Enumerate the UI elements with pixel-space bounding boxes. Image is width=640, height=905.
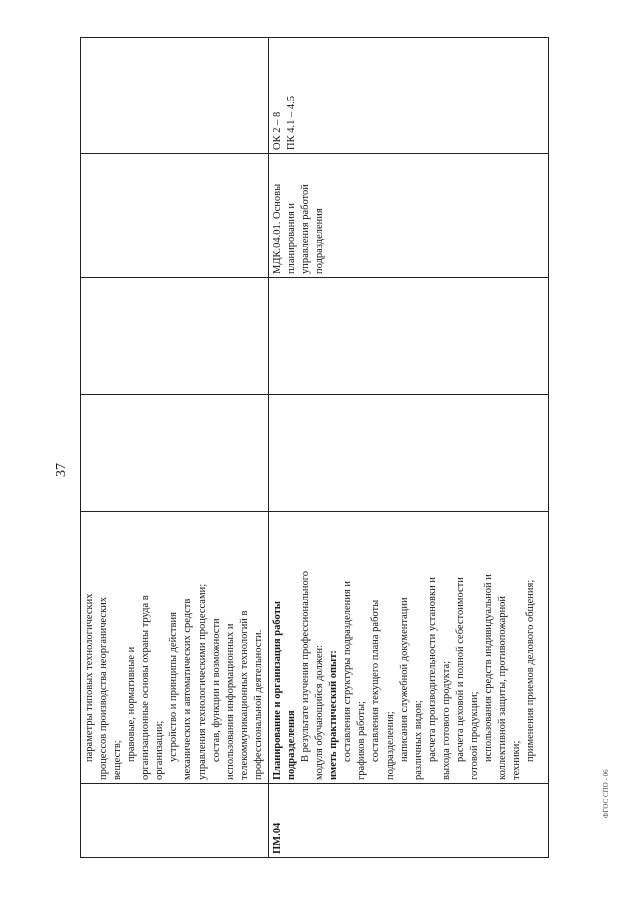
content-line: веществ;: [112, 740, 124, 780]
competencies-cell: [81, 38, 269, 154]
competency-line: ПК 4.1 – 4.5: [286, 96, 298, 150]
competencies-cell: [269, 38, 549, 154]
content-line: подразделения: [286, 710, 298, 780]
table-row: [81, 38, 269, 858]
content-line: коллективной защиты, противопожарной: [497, 595, 508, 780]
content-line: механических и автоматических средств: [182, 598, 194, 780]
content-line: профессиональной деятельности.: [252, 629, 264, 780]
discipline-cell: [81, 154, 269, 278]
content-line: использования информационных и: [224, 623, 236, 780]
content-line: устройство и принципы действия: [168, 612, 180, 762]
module-code-cell: ПМ.04: [269, 784, 549, 858]
hours-mandatory-cell: [81, 278, 269, 395]
page-number: 37: [54, 463, 69, 477]
content-line: графиков работы;: [356, 701, 368, 780]
competency-line: ОК 2 – 8: [272, 111, 283, 150]
content-line: использования средств индивидуальной и: [482, 574, 494, 762]
content-line: готовой продукции;: [468, 691, 480, 780]
content-line: написания служебной документации: [398, 597, 410, 762]
content-line: правовые, нормативные и: [126, 646, 138, 762]
footer-code: ФГОС СПО - 06: [602, 769, 610, 818]
hours-total-cell: [269, 395, 549, 512]
content-line: техники;: [511, 740, 523, 780]
content-line: управления технологическими процессами;: [196, 583, 208, 780]
content-line: расчета цеховой и полной себестоимости: [454, 577, 466, 762]
curriculum-table: [80, 37, 549, 858]
content-line: В результате изучения профессионального: [300, 570, 312, 762]
code-cell: [81, 784, 269, 858]
hours-mandatory-cell: [269, 278, 549, 395]
content-line: выхода готового продукта;: [440, 660, 452, 780]
content-line: подразделения;: [384, 711, 396, 780]
content-line: организационные основы охраны труда в: [140, 595, 152, 780]
table-row: [269, 38, 549, 858]
content-cell: [81, 512, 269, 784]
rotated-table-container: [80, 38, 548, 858]
content-line: состав, функции и возможности: [210, 618, 222, 762]
content-line: параметры типовых технологических: [84, 593, 95, 762]
content-line: иметь практический опыт:: [328, 650, 340, 780]
discipline-cell: МДК.04.01. Основы планирования и управления работой подразделения: [269, 154, 549, 278]
content-line: различных видов;: [412, 700, 424, 780]
content-line: модуля обучающийся должен:: [314, 644, 326, 780]
content-line: Планирование и организация работы: [272, 601, 283, 780]
content-cell: [269, 512, 549, 784]
hours-total-cell: [81, 395, 269, 512]
content-line: расчета производительности установки и: [426, 577, 438, 762]
content-line: составления текущего плана работы: [370, 599, 382, 762]
content-line: составления структуры подразделения и: [342, 581, 354, 762]
content-line: телекоммуникационных технологий в: [238, 610, 250, 780]
content-line: организации;: [154, 720, 166, 780]
content-line: применения приемов делового общения;: [525, 579, 537, 762]
content-line: процессов производства неорганических: [98, 596, 110, 780]
